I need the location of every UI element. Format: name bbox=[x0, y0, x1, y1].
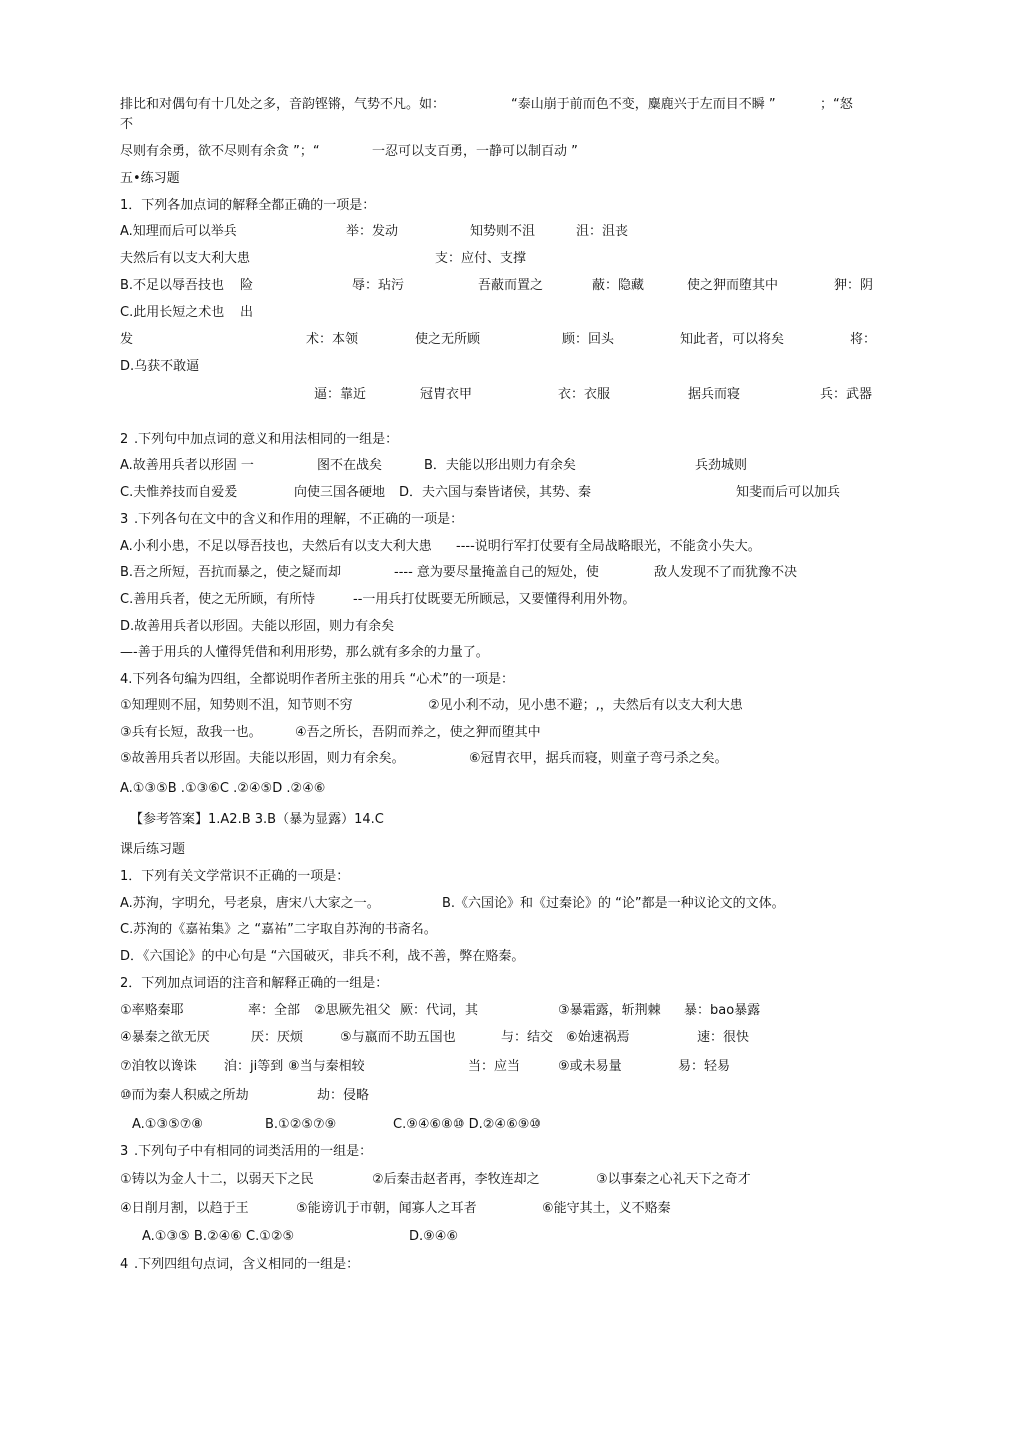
text-segment: ⑥冠胄衣甲，据兵而寝，则童子弯弓杀之矣。 bbox=[469, 751, 728, 766]
text-segment: ⑩而为秦人积威之所劫 bbox=[120, 1088, 249, 1103]
text-segment: 当：应当 bbox=[468, 1059, 521, 1074]
text-segment: 使之无所顾 bbox=[415, 332, 481, 347]
text-segment: 3 bbox=[120, 1144, 129, 1159]
text-segment: ⑥始速祸焉 bbox=[566, 1030, 630, 1045]
text-segment: 图不在战矣 bbox=[317, 458, 383, 473]
text-segment: ；“怒 bbox=[820, 97, 853, 112]
text-segment: .下列句子中有相同的词类活用的一组是： bbox=[134, 1144, 373, 1159]
text-segment: 【参考答案】1.A2.B 3.B（暴为显露）14.C bbox=[130, 812, 384, 827]
text-segment: A.知理而后可以举兵 bbox=[120, 224, 237, 239]
text-segment: --一用兵打仗既要无所顾忌，又要懂得利用外物。 bbox=[353, 592, 636, 607]
text-segment: 举：发动 bbox=[346, 224, 399, 239]
text-segment: 顾：回头 bbox=[562, 332, 615, 347]
text-segment: 知此者，可以将矣 bbox=[680, 332, 785, 347]
text-segment: 尽则有余勇，欲不尽则有余贪 ”；“ bbox=[120, 144, 320, 159]
text-segment: C.此用长短之术也 bbox=[120, 305, 225, 320]
text-segment: 一忍可以支百勇，一静可以制百动 ” bbox=[372, 144, 578, 159]
text-segment: 1．下列有关文学常识不正确的一项是： bbox=[120, 869, 350, 884]
text-segment: 与：结交 bbox=[501, 1030, 554, 1045]
text-segment: 狎：阴 bbox=[834, 278, 874, 293]
text-segment: A.①③⑤ B.②④⑥ C.①②⑤ bbox=[142, 1229, 295, 1244]
text-segment: 支：应付、支撑 bbox=[435, 251, 527, 266]
text-segment: 洎：ji等到 bbox=[224, 1059, 284, 1074]
text-segment: 将： bbox=[850, 332, 877, 347]
text-segment: 课后练习题 bbox=[120, 842, 186, 857]
text-segment: 2 bbox=[120, 432, 129, 447]
text-segment: B.《六国论》和《过秦论》的 “论”都是一种议论文的文体。 bbox=[442, 896, 785, 911]
text-segment: 排比和对偶句有十几处之多，音韵铿锵，气势不凡。如： bbox=[120, 97, 446, 112]
text-segment: ①率赂秦耶 bbox=[120, 1003, 184, 1018]
text-segment: ②见小利不动，见小患不避；,，夫然后有以支大利大患 bbox=[428, 698, 743, 713]
text-segment: 2．下列加点词语的注音和解释正确的一组是： bbox=[120, 976, 389, 991]
text-segment: 兵：武器 bbox=[820, 387, 873, 402]
text-segment: ⑧当与秦相较 bbox=[288, 1059, 365, 1074]
text-segment: 1．下列各加点词的解释全都正确的一项是： bbox=[120, 198, 376, 213]
text-segment: ④吾之所长，吾阴而养之，使之狎而堕其中 bbox=[295, 725, 541, 740]
text-segment: A.小利小患，不足以辱吾技也，夫然后有以支大利大患 bbox=[120, 539, 432, 554]
text-segment: A.故善用兵者以形固 一 bbox=[120, 458, 254, 473]
text-segment: 向使三国各硬地 bbox=[294, 485, 386, 500]
text-segment: ⑤与嬴而不助五国也 bbox=[340, 1030, 456, 1045]
text-segment: 夫然后有以支大利大患 bbox=[120, 251, 251, 266]
text-segment: 暴：bao暴露 bbox=[684, 1003, 761, 1018]
text-segment: ⑦洎牧以谗诛 bbox=[120, 1059, 197, 1074]
text-segment: D.故善用兵者以形固。夫能以形固，则力有余矣 bbox=[120, 619, 395, 634]
text-segment: 出 bbox=[240, 305, 254, 320]
text-segment: B.①②⑤⑦⑨ bbox=[265, 1117, 337, 1132]
text-segment: 不 bbox=[120, 117, 134, 132]
text-segment: ③兵有长短，敌我一也。 bbox=[120, 725, 262, 740]
text-segment: 发 bbox=[120, 332, 134, 347]
text-segment: ②后秦击赵者再，李牧连却之 bbox=[372, 1172, 540, 1187]
text-segment: 险 bbox=[240, 278, 254, 293]
text-segment: 五•练习题 bbox=[120, 171, 180, 186]
text-segment: 逼：靠近 bbox=[314, 387, 367, 402]
text-segment: —-善于用兵的人懂得凭借和利用形势，那么就有多余的力量了。 bbox=[120, 645, 489, 660]
text-segment: ⑤能谤讥于市朝，闻寡人之耳者 bbox=[296, 1201, 477, 1216]
text-segment: ⑥能守其土，义不赂秦 bbox=[542, 1201, 671, 1216]
text-segment: ③以事秦之心礼天下之奇才 bbox=[596, 1172, 751, 1187]
text-segment: 厥：代词，其 bbox=[400, 1003, 479, 1018]
text-segment: .下列句中加点词的意义和用法相同的一组是： bbox=[134, 432, 399, 447]
text-segment: ----说明行军打仗要有全局战略眼光，不能贪小失大。 bbox=[456, 539, 761, 554]
text-segment: 使之狎而堕其中 bbox=[687, 278, 779, 293]
text-segment: ⑤故善用兵者以形固。夫能以形固，则力有余矣。 bbox=[120, 751, 405, 766]
text-segment: C.善用兵者，使之无所顾，有所恃 bbox=[120, 592, 316, 607]
text-segment: 吾蔽而置之 bbox=[478, 278, 544, 293]
text-segment: C.夫惟养技而自爱爰 bbox=[120, 485, 238, 500]
text-segment: 衣：衣服 bbox=[558, 387, 611, 402]
text-segment: A.①③⑤⑦⑧ bbox=[132, 1117, 204, 1132]
text-segment: ③暴霜露，斩荆棘 bbox=[558, 1003, 661, 1018]
text-segment: A.①③⑤B .①③⑥C .②④⑤D .②④⑥ bbox=[120, 781, 326, 796]
text-segment: C.苏洵的《嘉祐集》之 “嘉祐”二字取自苏洵的书斋名。 bbox=[120, 922, 437, 937]
text-segment: D．夫六国与秦皆诸侯，其势、秦 bbox=[399, 485, 592, 500]
text-segment: 厌：厌烦 bbox=[251, 1030, 304, 1045]
text-segment: 沮：沮丧 bbox=[576, 224, 629, 239]
text-segment: 敌人发现不了而犹豫不决 bbox=[654, 565, 798, 580]
text-segment: 据兵而寝 bbox=[688, 387, 741, 402]
text-segment: C.⑨④⑥⑧⑩ D.②④⑥⑨⑩ bbox=[393, 1117, 542, 1132]
text-segment: D．《六国论》的中心句是 “六国破灭，非兵不利，战不善，弊在赂秦。 bbox=[120, 949, 525, 964]
text-segment: B．夫能以形出则力有余矣 bbox=[424, 458, 576, 473]
text-segment: 4.下列各句编为四组，全都说明作者所主张的用兵 “心术”的一项是： bbox=[120, 672, 515, 687]
text-segment: D.⑨④⑥ bbox=[409, 1229, 459, 1244]
text-segment: 术：本领 bbox=[306, 332, 359, 347]
text-segment: ②思厥先祖父 bbox=[314, 1003, 391, 1018]
text-segment: B.不足以辱吾技也 bbox=[120, 278, 225, 293]
text-segment: “泰山崩于前而色不变，麋鹿兴于左而目不瞬 ” bbox=[511, 97, 776, 112]
text-segment: 蔽：隐藏 bbox=[592, 278, 645, 293]
text-segment: B.吾之所短，吾抗而暴之，使之疑而却 bbox=[120, 565, 342, 580]
text-segment: 4 bbox=[120, 1257, 129, 1272]
text-segment: 辱：玷污 bbox=[352, 278, 405, 293]
text-segment: 劫：侵略 bbox=[317, 1088, 370, 1103]
text-segment: ④暴秦之欲无厌 bbox=[120, 1030, 210, 1045]
text-segment: 知斐而后可以加兵 bbox=[736, 485, 841, 500]
text-segment: 速：很快 bbox=[697, 1030, 750, 1045]
text-segment: ---- 意为要尽量掩盖自己的短处，使 bbox=[394, 565, 599, 580]
text-segment: D.乌获不敢逼 bbox=[120, 359, 200, 374]
text-segment: 冠胄衣甲 bbox=[420, 387, 473, 402]
text-segment: .下列各句在文中的含义和作用的理解，不正确的一项是： bbox=[134, 512, 464, 527]
text-segment: 率：全部 bbox=[248, 1003, 301, 1018]
text-segment: ④日削月割，以趋于王 bbox=[120, 1201, 249, 1216]
text-segment: A.苏洵，字明允，号老泉，唐宋八大家之一。 bbox=[120, 896, 380, 911]
text-segment: 易：轻易 bbox=[678, 1059, 731, 1074]
text-segment: ①知理则不屈，知势则不沮，知节则不穷 bbox=[120, 698, 353, 713]
text-segment: ①铸以为金人十二，以弱天下之民 bbox=[120, 1172, 314, 1187]
text-segment: ⑨或未易量 bbox=[558, 1059, 622, 1074]
text-segment: .下列四组句点词，含义相同的一组是： bbox=[134, 1257, 360, 1272]
text-segment: 兵劲城则 bbox=[695, 458, 748, 473]
text-segment: 3 bbox=[120, 512, 129, 527]
text-segment: 知势则不沮 bbox=[470, 224, 536, 239]
